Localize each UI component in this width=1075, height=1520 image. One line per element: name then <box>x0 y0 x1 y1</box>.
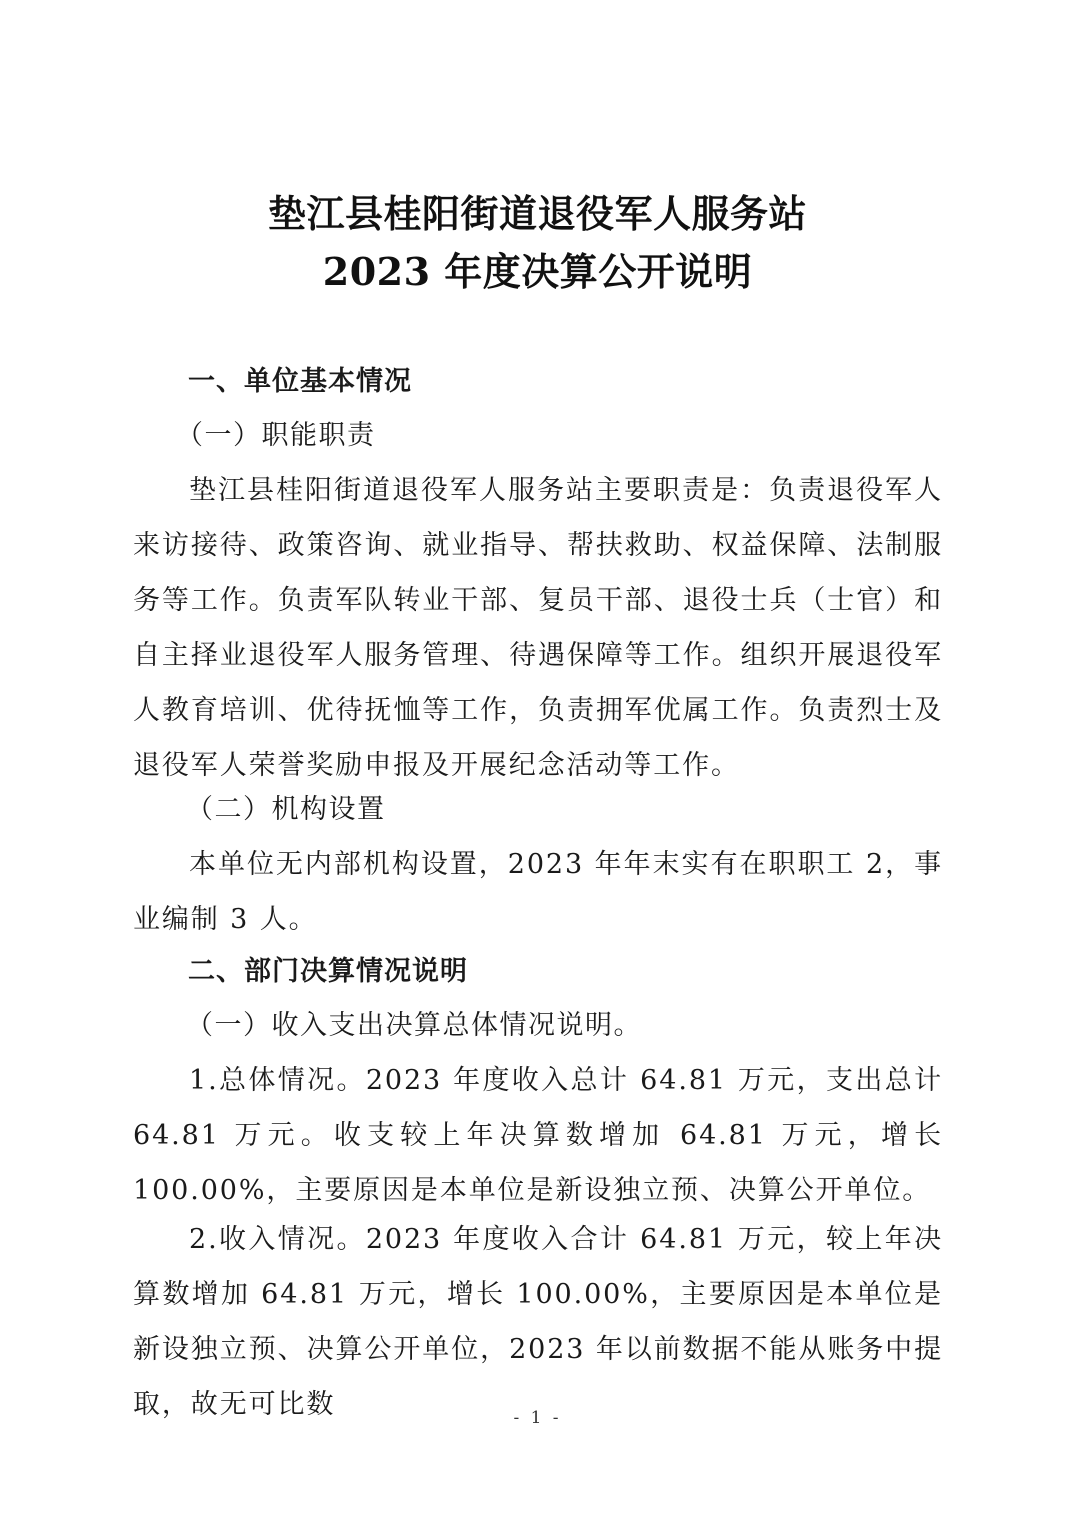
section1-sub2-heading: （二）机构设置 <box>186 794 386 825</box>
document-title-line1: 垫江县桂阳街道退役军人服务站 <box>267 191 807 236</box>
section2-item2: 2.收入情况。2023 年度收入合计 64.81 万元，较上年决算数增加 64.81 万元，增长 100.00%，主要原因是本单位是新设独立预、决算公开单位，2023 年以前数据不能从账务中提取，故无可比数 <box>133 1224 943 1420</box>
page-number: - 1 - <box>513 1408 562 1428</box>
section2-item1: 1.总体情况。2023 年度收入总计 64.81 万元，支出总计 64.81 万元。收支较上年决算数增加 64.81 万元，增长 100.00%，主要原因是本单位是新设独立预、决算公开单位。 <box>133 1065 943 1206</box>
section2-sub1-heading: （一）收入支出决算总体情况说明。 <box>186 1010 642 1041</box>
document-title-line2: 2023 年度决算公开说明 <box>322 249 753 294</box>
section1-sub1-body: 垫江县桂阳街道退役军人服务站主要职责是：负责退役军人来访接待、政策咨询、就业指导、帮扶救助、权益保障、法制服务等工作。负责军队转业干部、复员干部、退役士兵（士官）和自主择业退役军人服务管理、待遇保障等工作。组织开展退役军人教育培训、优待抚恤等工作，负责拥军优属工作。负责烈士及退役军人荣誉奖励申报及开展纪念活动等工作。 <box>133 475 943 781</box>
section1-sub1-heading: （一）职能职责 <box>176 420 376 451</box>
section2-heading: 二、部门决算情况说明 <box>188 956 468 987</box>
section1-heading: 一、单位基本情况 <box>188 366 412 397</box>
section1-sub2-body: 本单位无内部机构设置，2023 年年末实有在职职工 2，事业编制 3 人。 <box>133 849 943 935</box>
